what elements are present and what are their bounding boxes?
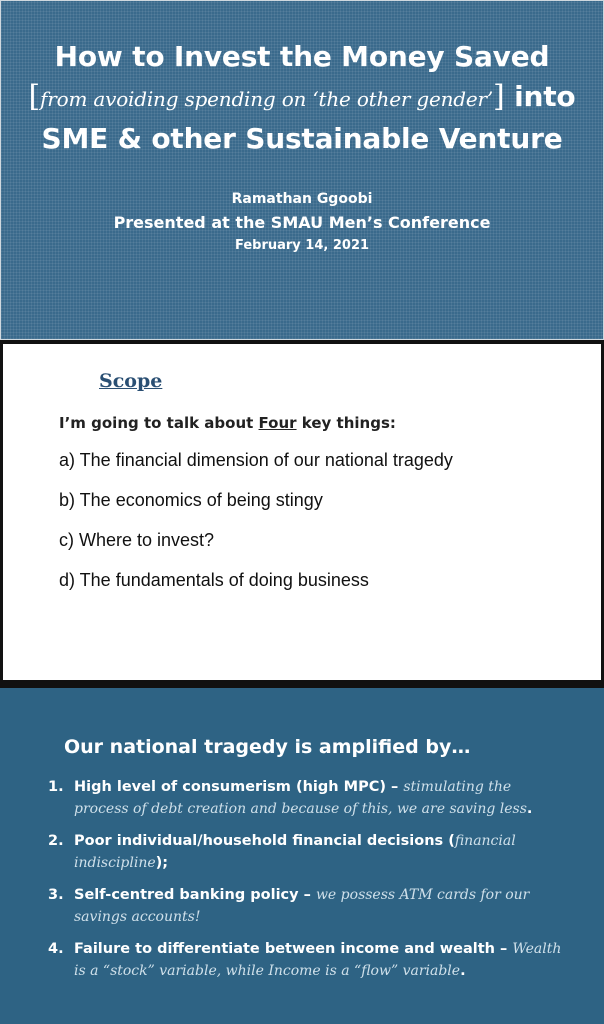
title-bracket-open: [ <box>28 79 41 114</box>
title-bracket-close: ] <box>493 79 505 114</box>
item-number: 3. <box>48 887 64 903</box>
intro-post: key things: <box>296 414 396 432</box>
item-bold-text: Self-centred banking policy – <box>74 887 316 903</box>
scope-heading: Scope <box>99 370 163 392</box>
intro-emphasis: Four <box>258 414 297 432</box>
list-item <box>48 776 568 820</box>
title-italic-phrase: from avoiding spending on ‘the other gender’ <box>40 87 494 111</box>
scope-slide <box>3 344 601 680</box>
scope-intro <box>59 414 396 432</box>
tragedy-heading: Our national tragedy is amplified by… <box>64 736 471 758</box>
list-item <box>48 830 568 874</box>
item-italic-text: Wealth is a “stock” variable, while Income is a “flow” variable <box>74 941 562 979</box>
item-tail: ); <box>155 855 169 871</box>
item-tail: . <box>526 801 533 817</box>
title-line-1: How to Invest the Money Saved <box>54 40 550 73</box>
title-line-3: SME & other Sustainable Venture <box>41 122 563 155</box>
item-number: 1. <box>48 779 64 795</box>
item-bold-text: Poor individual/household financial decisions ( <box>74 833 455 849</box>
author-name: Ramathan Ggoobi <box>231 191 373 207</box>
scope-item-b: b) The economics of being stingy <box>59 490 323 510</box>
item-bold-text: Failure to differentiate between income and wealth – <box>74 941 513 957</box>
venue-text: Presented at the SMAU Men’s Conference <box>113 213 491 232</box>
list-item <box>48 884 568 928</box>
list-item <box>48 938 568 982</box>
date-text: February 14, 2021 <box>234 238 370 253</box>
tragedy-slide <box>0 688 604 1024</box>
item-number: 2. <box>48 833 64 849</box>
item-italic-text: stimulating the process of debt creation and because of this, we are saving less <box>74 779 527 817</box>
item-tail: . <box>460 963 466 979</box>
item-italic-text: we possess ATM cards for our savings accounts! <box>74 887 530 925</box>
scope-item-a: a) The financial dimension of our national tragedy <box>59 450 453 470</box>
tragedy-list <box>48 776 568 992</box>
intro-pre: I’m going to talk about <box>59 414 259 432</box>
title-line-2 <box>1 77 603 119</box>
item-number: 4. <box>48 941 64 957</box>
item-italic-text: financial indiscipline <box>74 833 516 871</box>
title-slide <box>0 0 604 340</box>
item-bold-text: High level of consumerism (high MPC) – <box>74 779 404 795</box>
scope-item-d: d) The fundamentals of doing business <box>59 570 369 590</box>
scope-item-c: c) Where to invest? <box>59 530 215 550</box>
title-line-2-end: into <box>504 80 576 113</box>
